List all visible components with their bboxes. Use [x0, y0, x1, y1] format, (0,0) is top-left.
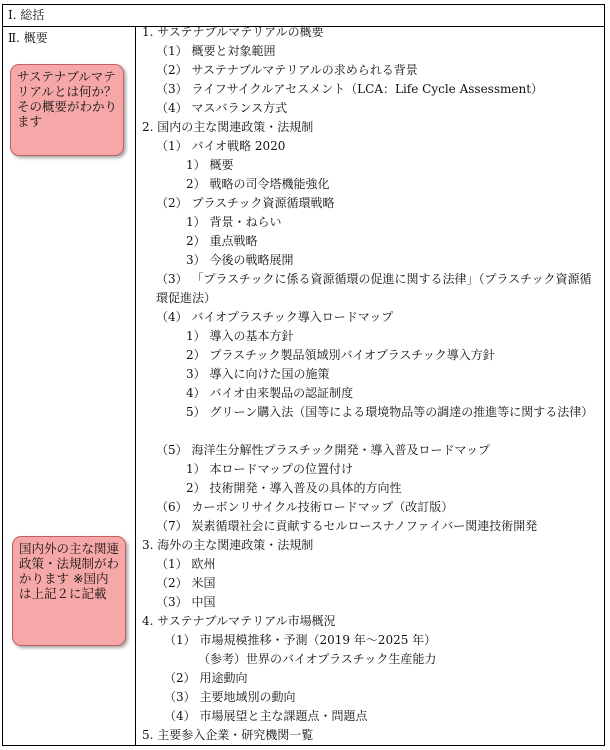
section-header: Ⅰ. 総括: [3, 5, 604, 27]
toc-heading: 3. 海外の主な関連政策・法規制: [142, 538, 314, 552]
toc-subitem: 5） グリーン購入法（国等による環境物品等の調達の推進等に関する法律）: [186, 405, 594, 419]
toc-subitem: 4） バイオ由来製品の認証制度: [186, 386, 354, 400]
toc-subitem: 2） 技術開発・導入普及の具体的方向性: [186, 481, 402, 495]
toc-item: （4） マスバランス方式: [156, 101, 288, 115]
toc-subitem: （参考）世界のバイオプラスチック生産能力: [198, 652, 437, 666]
toc-item: （1） 概要と対象範囲: [156, 44, 276, 58]
toc-item: （6） カーボンリサイクル技術ロードマップ（改訂版）: [156, 500, 454, 514]
column-divider: [135, 26, 136, 746]
toc-item: （3） 「プラスチックに係る資源循環の促進に関する法律」（プラスチック資源循環促進法）: [156, 272, 592, 305]
toc-heading: 2. 国内の主な関連政策・法規制: [142, 120, 314, 134]
toc-subitem: 1） 概要: [186, 158, 234, 172]
toc-item: （2） 米国: [156, 576, 216, 590]
toc-item: （3） ライフサイクルアセスメント（LCA：Life Cycle Assessment）: [156, 82, 544, 96]
toc-item: （2） サステナブルマテリアルの求められる背景: [156, 63, 418, 77]
toc-subitem: 2） 戦略の司令塔機能強化: [186, 177, 330, 191]
toc-item: （7） 炭素循環社会に貢献するセルロースナノファイバー関連技術開発: [156, 519, 538, 533]
toc-item: （4） バイオプラスチック導入ロードマップ: [156, 310, 394, 324]
toc-item: （3） 中国: [156, 595, 216, 609]
toc-subitem: 2） プラスチック製品領域別バイオプラスチック導入方針: [186, 348, 495, 362]
toc-item: （5） 海洋生分解性プラスチック開発・導入普及ロードマップ: [156, 443, 491, 457]
toc-item: （4） 市場展望と主な課題点・問題点: [164, 709, 368, 723]
toc-heading: 5. 主要参入企業・研究機関一覧: [142, 728, 314, 742]
toc-item: （1） 欧州: [156, 557, 216, 571]
toc-subitem: 1） 背景・ねらい: [186, 215, 282, 229]
toc-item: （2） 用途動向: [164, 671, 248, 685]
toc-item: （1） 市場規模推移・予測（2019 年～2025 年）: [164, 633, 437, 647]
toc-subitem: 2） 重点戦略: [186, 234, 258, 248]
toc-item: （2） プラスチック資源循環戦略: [156, 196, 335, 210]
callout-note: サステナブルマテリアルとは何か？その概要がわかります: [10, 64, 124, 156]
toc-item: （3） 主要地域別の動向: [164, 690, 296, 704]
toc-subitem: 3） 導入に向けた国の施策: [186, 367, 330, 381]
toc-subitem: 1） 本ロードマップの位置付け: [186, 462, 353, 476]
toc-heading: 4. サステナブルマテリアル市場概況: [142, 614, 336, 628]
section-label: Ⅱ. 概要: [8, 31, 48, 45]
callout-note: 国内外の主な関連政策・法規制がわかります ※国内は上記２に記載: [12, 536, 126, 646]
toc-subitem: 1） 導入の基本方針: [186, 329, 294, 343]
toc-subitem: 3） 今後の戦略展開: [186, 253, 294, 267]
toc-heading: 1. サステナブルマテリアルの概要: [142, 25, 324, 39]
toc-item: （1） バイオ戦略 2020: [156, 139, 286, 153]
